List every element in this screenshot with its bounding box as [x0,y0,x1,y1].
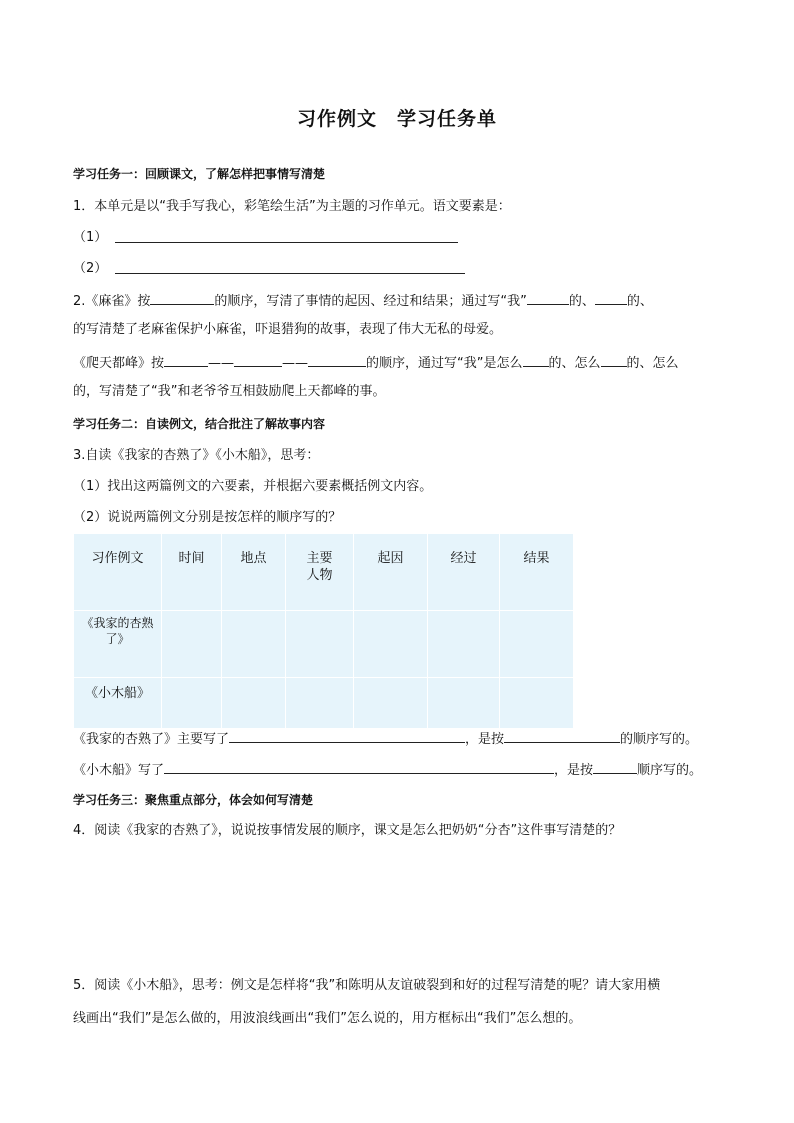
q2-dash-1: —— [208,356,235,371]
q2-blank-2[interactable] [595,290,627,305]
table-cell[interactable] [162,678,222,729]
question-5-line2: 线画出“我们”是怎么做的，用波浪线画出“我们”怎么说的，用方框标出“我们”怎么想的。 [73,1011,582,1026]
table-cell[interactable] [222,611,286,678]
story-elements-table [73,533,574,729]
header-essay: 习作例文 [74,534,162,611]
page-title: 习作例文 学习任务单 [296,108,497,130]
table-cell[interactable] [286,611,354,678]
item-1-label: （1） [73,230,108,245]
s1-blank-order[interactable] [504,728,620,743]
s2-blank-order[interactable] [593,759,637,774]
q2-blank-4[interactable] [234,352,282,367]
question-4: 4．阅读《我家的杏熟了》，说说按事情发展的顺序，课文是怎么把奶奶“分杏”这件事写清楚的？ [73,823,622,838]
q2-text-g: 的、怎么 [548,356,601,371]
header-process: 经过 [428,534,500,611]
q2-blank-5[interactable] [308,352,366,367]
question-3-2: （2）说说两篇例文分别是按怎样的顺序写的？ [73,510,342,525]
q2-text-c: 的、 [568,294,595,309]
q2-text-h: 的、怎么 [626,356,679,371]
table-cell[interactable] [500,678,574,729]
s1-blank-content[interactable] [229,728,465,743]
q2-text-d: 的、 [626,294,653,309]
summary-line-2 [73,759,702,780]
q2-text-b: 的顺序，写清了事情的起因、经过和结果；通过写“我” [214,294,527,309]
header-place: 地点 [222,534,286,611]
task2-heading: 学习任务二：自读例文，结合批注了解故事内容 [73,417,326,431]
table-cell[interactable] [354,611,428,678]
answer-blank-2[interactable] [115,273,465,274]
task1-heading: 学习任务一：回顾课文，了解怎样把事情写清楚 [73,167,326,181]
summary-line-1 [73,728,698,749]
question-2-line1 [73,290,653,311]
table-cell[interactable] [428,678,500,729]
table-cell[interactable] [286,678,354,729]
q2-text-e: 《爬天都峰》按 [73,356,165,371]
q2-blank-1[interactable] [527,290,569,305]
q2-blank-order[interactable] [150,290,214,305]
question-5-line1: 5．阅读《小木船》，思考：例文是怎样将“我”和陈明从友谊破裂到和好的过程写清楚的呢？请大家用横 [73,978,661,993]
q2-dash-2: —— [282,356,309,371]
table-cell[interactable] [428,611,500,678]
s2-blank-content[interactable] [164,759,554,774]
table-cell[interactable] [162,611,222,678]
question-2-line2: 的写清楚了老麻雀保护小麻雀，吓退猎狗的故事，表现了伟大无私的母爱。 [73,322,503,337]
question-1: 1．本单元是以“我手写我心，彩笔绘生活”为主题的习作单元。语文要素是： [73,199,511,214]
q2-text-a: 2.《麻雀》按 [73,294,151,309]
row-essay-1: 《我家的杏熟了》 [74,611,162,678]
s1-text-b: ，是按 [465,732,505,747]
s2-text-b: ，是按 [554,763,594,778]
answer-blank-1[interactable] [115,242,458,243]
table-cell[interactable] [354,678,428,729]
q2-blank-6[interactable] [523,352,549,367]
task3-heading: 学习任务三：聚焦重点部分，体会如何写清楚 [73,793,314,807]
s1-text-c: 的顺序写的。 [620,732,699,747]
table-cell[interactable] [500,611,574,678]
q2-blank-3[interactable] [164,352,208,367]
table-cell[interactable] [222,678,286,729]
header-result: 结果 [500,534,574,611]
header-cause: 起因 [354,534,428,611]
header-characters: 主要人物 [286,534,354,611]
q2-text-f: 的顺序，通过写“我”是怎么 [366,356,523,371]
question-3-1: （1）找出这两篇例文的六要素，并根据六要素概括例文内容。 [73,479,433,494]
item-2-label: （2） [73,261,108,276]
table-row [74,611,574,678]
s1-text-a: 《我家的杏熟了》主要写了 [73,732,230,747]
question-2-line3 [73,352,679,373]
s2-text-c: 顺序写的。 [637,763,703,778]
table-row [74,678,574,729]
question-3: 3.自读《我家的杏熟了》《小木船》，思考： [73,448,320,463]
header-time: 时间 [162,534,222,611]
s2-text-a: 《小木船》写了 [73,763,165,778]
row-essay-2: 《小木船》 [74,678,162,729]
question-2-line4: 的，写清楚了“我”和老爷爷互相鼓励爬上天都峰的事。 [73,384,386,399]
q2-blank-7[interactable] [601,352,627,367]
